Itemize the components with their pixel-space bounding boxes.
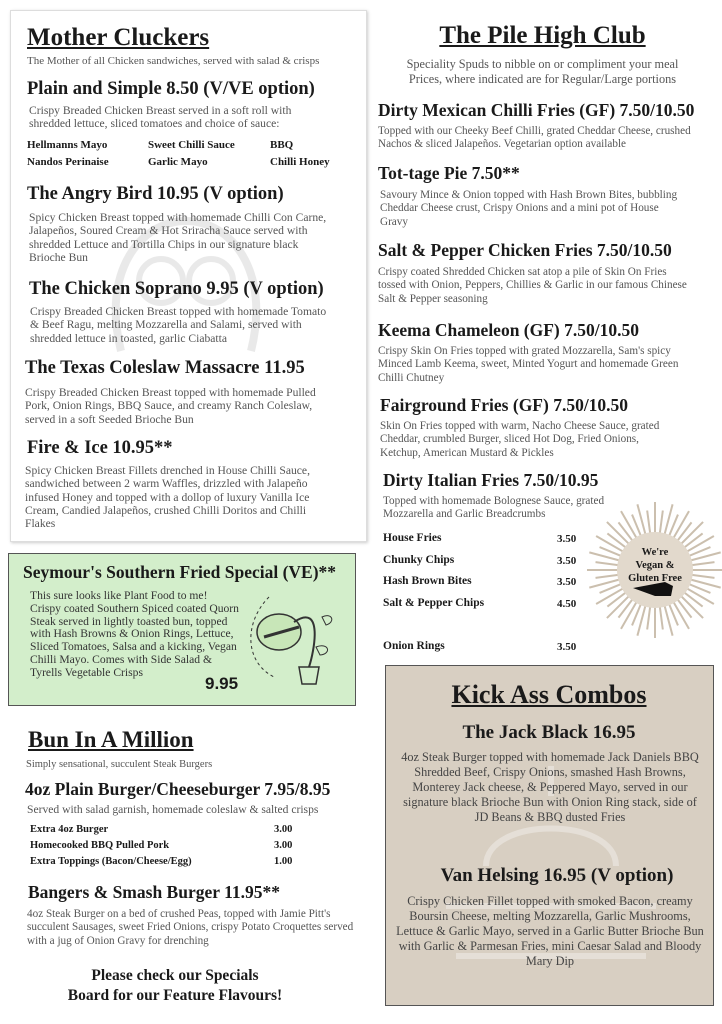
menu-item-title: Fire & Ice 10.95** bbox=[27, 438, 173, 458]
sauce-option: Chilli Honey bbox=[270, 156, 330, 168]
menu-item-title: Bangers & Smash Burger 11.95** bbox=[28, 882, 280, 902]
menu-item-desc: Crispy Breaded Chicken Breast served in a soft roll with shredded lettuce, sliced tomatoes and choice of sauce: bbox=[29, 104, 292, 131]
vegan-gf-badge bbox=[615, 546, 695, 585]
menu-item-desc: Crispy Breaded Chicken Breast topped with homemade Pulled Pork, Onion Rings, BBQ Sauce, and creamy Ranch Coleslaw, served in a soft Seeded Brioche Bun bbox=[25, 386, 316, 426]
sauce-option: Nandos Perinaise bbox=[27, 156, 109, 168]
menu-item-title: Plain and Simple 8.50 (V/VE option) bbox=[27, 79, 315, 99]
menu-item-title: Keema Chameleon (GF) 7.50/10.50 bbox=[378, 320, 639, 340]
sauce-option: Hellmanns Mayo bbox=[27, 139, 108, 151]
side-name: Chunky Chips bbox=[383, 554, 455, 566]
sauce-option: Sweet Chilli Sauce bbox=[148, 139, 235, 151]
side-name: Salt & Pepper Chips bbox=[383, 597, 485, 609]
seymour-price: 9.95 bbox=[205, 674, 239, 693]
sauce-option: Garlic Mayo bbox=[148, 156, 208, 168]
specials-line-1: Please check our Specials bbox=[91, 967, 259, 984]
menu-item-desc: Topped with our Cheeky Beef Chilli, grated Cheddar Cheese, crushed Nachos & sliced Jalapeños. Vegetarian option available bbox=[378, 125, 691, 151]
combos-title: Kick Ass Combos bbox=[451, 680, 647, 709]
menu-item-desc: Served with salad garnish, homemade coleslaw & salted crisps bbox=[27, 803, 319, 816]
menu-item-title: Dirty Mexican Chilli Fries (GF) 7.50/10.50 bbox=[378, 100, 695, 120]
extra-price: 1.00 bbox=[274, 856, 293, 867]
menu-item-desc: Skin On Fries topped with warm, Nacho Cheese Sauce, grated Cheddar, crumbled Burger, sliced Hot Dog, Fried Onions, Ketchup, American Mustard & Pickles bbox=[380, 420, 660, 459]
extra-name: Extra Toppings (Bacon/Cheese/Egg) bbox=[30, 856, 192, 867]
menu-item-title: Salt & Pepper Chicken Fries 7.50/10.50 bbox=[378, 240, 672, 260]
pile-subtitle-line-2: Prices, where indicated are for Regular/Large portions bbox=[408, 71, 677, 86]
plant-monster-icon bbox=[244, 592, 344, 692]
extra-name: Extra 4oz Burger bbox=[30, 824, 109, 835]
side-price: 3.50 bbox=[557, 533, 577, 545]
mother-cluckers-subtitle: The Mother of all Chicken sandwiches, served with salad & crisps bbox=[27, 55, 320, 67]
mother-cluckers-title: Mother Cluckers bbox=[27, 24, 210, 51]
bun-in-a-million-title: Bun In A Million bbox=[28, 727, 194, 752]
sauce-option: BBQ bbox=[270, 139, 294, 151]
specials-board-note bbox=[20, 966, 330, 1006]
menu-item-desc: 4oz Steak Burger on a bed of crushed Peas, topped with Jamie Pitt's succulent Sausages, sweet Fried Onions, crispy Potato Croquettes served with a jug of Onion Gravy for drenching bbox=[27, 908, 354, 947]
menu-item-title: The Chicken Soprano 9.95 (V option) bbox=[29, 279, 324, 299]
menu-item-desc: Spicy Chicken Breast topped with homemade Chilli Con Carne, Jalapeños, Soured Cream & Hot Sriracha Sauce served with shredded Lettuce and Tortilla Chips in our signature black Brioche Bun bbox=[29, 211, 327, 264]
side-price: 4.50 bbox=[557, 598, 577, 610]
menu-item-title: Dirty Italian Fries 7.50/10.95 bbox=[383, 470, 599, 490]
extra-name: Homecooked BBQ Pulled Pork bbox=[30, 840, 170, 851]
menu-item-title: Tot-tage Pie 7.50** bbox=[378, 163, 520, 183]
menu-item-desc: Topped with homemade Bolognese Sauce, grated Mozzarella and Garlic Breadcrumbs bbox=[383, 495, 605, 521]
combo-desc: 4oz Steak Burger topped with homemade Jack Daniels BBQ Shredded Beef, Crispy Onions, smashed Hash Browns, Monterey Jack cheese, & Peppered Mayo, served in our signature black Brioche Bun with Onion Ring stack, side of JD Beans & BBQ dusted Fries bbox=[401, 750, 699, 824]
side-name: Hash Brown Bites bbox=[383, 575, 472, 587]
seymour-special-box bbox=[8, 553, 356, 706]
pile-subtitle bbox=[370, 57, 715, 86]
combo-title: Van Helsing 16.95 (V option) bbox=[440, 865, 674, 886]
menu-item-desc: Crispy Breaded Chicken Breast topped with homemade Tomato & Beef Ragu, melting Mozzarella and Salami, served with shredded lettuce in toasted, garlic Ciabatta bbox=[30, 305, 327, 345]
menu-item-desc: Savoury Mince & Onion topped with Hash Brown Bites, bubbling Cheddar Cheese crust, Crispy Onions and a mini pot of House Gravy bbox=[380, 189, 678, 228]
menu-item-title: Fairground Fries (GF) 7.50/10.50 bbox=[380, 395, 629, 415]
menu-item-title: The Texas Coleslaw Massacre 11.95 bbox=[25, 358, 305, 378]
pile-high-club-title: The Pile High Club bbox=[439, 22, 646, 49]
menu-item-title: The Angry Bird 10.95 (V option) bbox=[27, 184, 284, 204]
side-price: 3.50 bbox=[557, 641, 577, 653]
seymour-desc: This sure looks like Plant Food to me! Crispy coated Southern Spiced coated Quorn Steak served in lightly toasted bun, topped with Hash Browns & Onion Rings, Lettuce, Sliced Tomatoes, Salsa and a kicking, Vegan Chilli Mayo. Comes with Side Salad & Tyrells Vegetable Crisps bbox=[30, 589, 239, 679]
menu-item-desc: Crispy coated Shredded Chicken sat atop a pile of Skin On Fries tossed with Onion, Peppers, Chillies & Garlic in our famous Chinese Salt & Pepper seasoning bbox=[378, 266, 687, 305]
side-price: 3.50 bbox=[557, 555, 577, 567]
bun-subtitle: Simply sensational, succulent Steak Burgers bbox=[26, 759, 213, 770]
menu-item-desc: Spicy Chicken Breast Fillets drenched in House Chilli Sauce, sandwiched between 2 warm Waffles, drizzled with Jalapeño infused Honey and topped with a dollop of luxury Vanilla Ice Cream, Candied Jalapeños, crushed Chilli Doritos and Chilli Flakes bbox=[25, 464, 310, 531]
menu-item-title: 4oz Plain Burger/Cheeseburger 7.95/8.95 bbox=[25, 779, 331, 799]
side-price: 3.50 bbox=[557, 576, 577, 588]
side-name: Onion Rings bbox=[383, 640, 445, 652]
kick-ass-combos-box bbox=[385, 665, 714, 1006]
badge-line-3: Gluten Free bbox=[628, 573, 682, 584]
side-name: House Fries bbox=[383, 532, 442, 544]
specials-line-2: Board for our Feature Flavours! bbox=[67, 987, 283, 1004]
extra-price: 3.00 bbox=[274, 824, 293, 835]
seymour-title: Seymour's Southern Fried Special (VE)** bbox=[23, 562, 337, 582]
badge-line-1: We're bbox=[641, 547, 669, 558]
badge-line-2: Vegan & bbox=[635, 560, 675, 571]
combo-title: The Jack Black 16.95 bbox=[462, 722, 636, 743]
menu-item-desc: Crispy Skin On Fries topped with grated Mozzarella, Sam's spicy Minced Lamb Keema, sweet, Minted Yogurt and homemade Green Chilli Chutney bbox=[378, 345, 679, 384]
pile-subtitle-line-1: Speciality Spuds to nibble on or compliment your meal bbox=[406, 57, 679, 71]
combo-desc: Crispy Chicken Fillet topped with smoked Bacon, creamy Boursin Cheese, melting Mozzarella, Garlic Mushrooms, Lettuce & Garlic Mayo, served in a Garlic Butter Brioche Bun with Garlic & Parmesan Fries, mini Caesar Salad and Bloody Mary Dip bbox=[396, 894, 704, 968]
extra-price: 3.00 bbox=[274, 840, 293, 851]
